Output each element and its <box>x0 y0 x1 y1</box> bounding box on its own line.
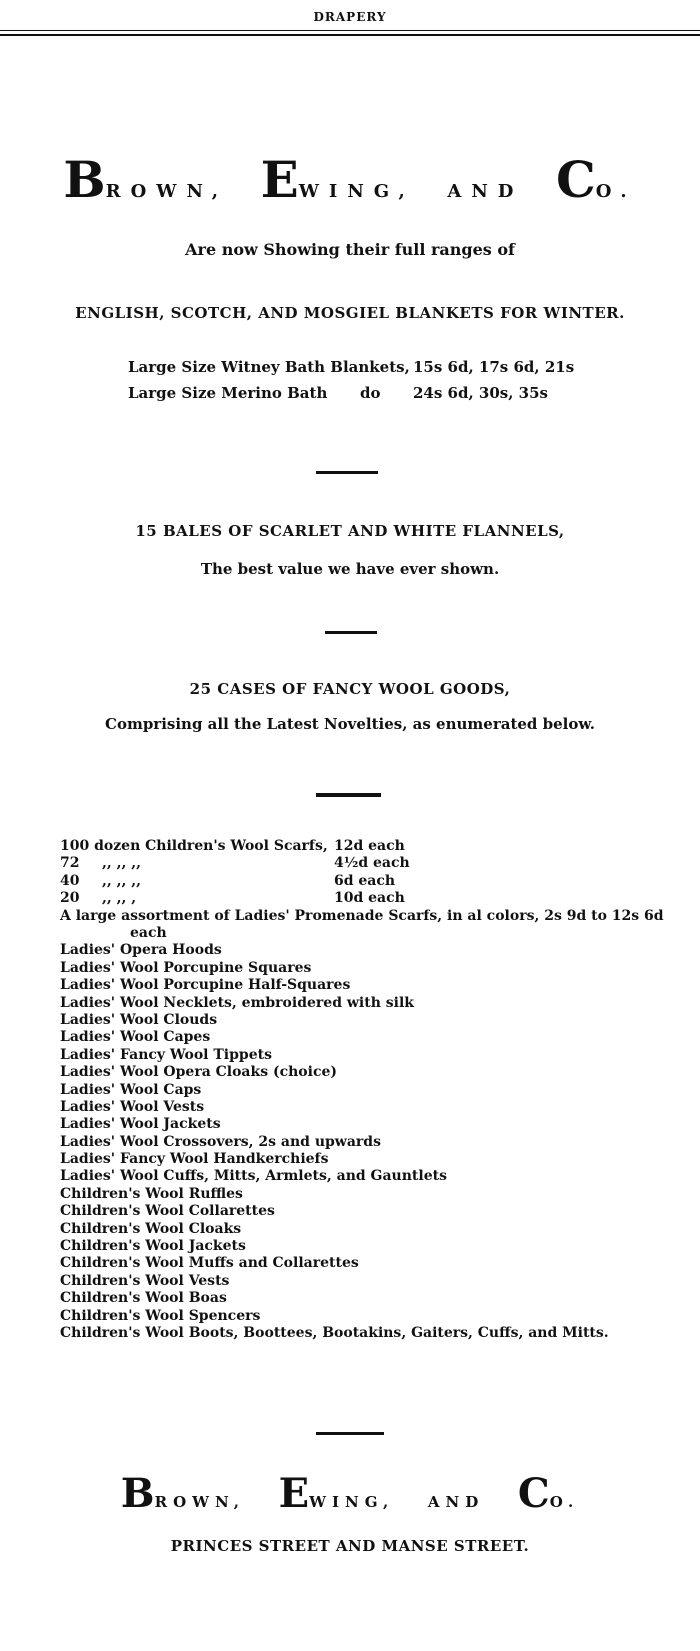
list-item: Children's Wool Boas <box>60 1290 227 1307</box>
cases-note: Comprising all the Latest Novelties, as enumerated below. <box>105 715 595 733</box>
scarf-row-qty: 40 <box>60 872 80 889</box>
list-item: Ladies' Wool Necklets, embroidered with silk <box>60 994 414 1011</box>
divider-rule <box>316 471 378 474</box>
firm-initial-b: B <box>63 150 106 209</box>
scarf-row-price: 4½d each <box>334 855 410 872</box>
scarf-row-qty: 100 dozen Children's Wool Scarfs, <box>60 838 328 854</box>
list-item: Ladies' Wool Vests <box>60 1098 205 1115</box>
flannels-note: The best value we have ever shown. <box>200 560 500 578</box>
firm-name-top <box>0 150 700 209</box>
firm-address: PRINCES STREET AND MANSE STREET. <box>170 1537 530 1555</box>
list-item: Ladies' Wool Opera Cloaks (choice) <box>60 1064 337 1081</box>
list-item: Children's Wool Cloaks <box>60 1220 242 1237</box>
list-item: Children's Wool Jackets <box>60 1238 246 1255</box>
list-item: Children's Wool Vests <box>60 1272 230 1289</box>
bath-blankets-list <box>0 358 700 408</box>
blankets-heading: ENGLISH, SCOTCH, AND MOSGIEL BLANKETS FOR WINTER. <box>75 304 625 322</box>
wool-goods-list <box>60 838 700 1342</box>
list-item: Ladies' Wool Capes <box>60 1029 211 1046</box>
flannels-heading: 15 BALES OF SCARLET AND WHITE FLANNELS, <box>135 522 565 540</box>
scarf-row-ditto: ,, ,, , <box>102 890 137 907</box>
intro-text: Are now Showing their full ranges of <box>185 240 515 259</box>
divider-rule <box>316 793 381 797</box>
firm-word-o: O. <box>549 1493 580 1511</box>
scarf-row <box>60 890 700 907</box>
list-item: Children's Wool Ruffles <box>60 1185 243 1202</box>
list-item: Ladies' Opera Hoods <box>60 942 222 959</box>
list-item: Ladies' Wool Crossovers, 2s and upwards <box>60 1133 381 1150</box>
scarf-row <box>60 855 700 872</box>
scarf-row-ditto: ,, ,, ,, <box>102 872 141 889</box>
list-item: Children's Wool Muffs and Collarettes <box>60 1255 359 1272</box>
bath-row-name: Large Size Merino Bath <box>128 384 328 402</box>
assortment-line: A large assortment of Ladies' Promenade Scarfs, in al colors, 2s 9d to 12s 6d <box>60 907 664 924</box>
section-label: DRAPERY <box>313 10 387 24</box>
list-item: Children's Wool Boots, Boottees, Bootakins, Gaiters, Cuffs, and Mitts. <box>60 1324 609 1341</box>
firm-initial-b: B <box>120 1470 155 1517</box>
firm-initial-e: E <box>260 150 299 209</box>
scarf-row-price: 6d each <box>334 872 396 889</box>
bath-row-prices: 15s 6d, 17s 6d, 21s <box>413 358 575 376</box>
list-item: Ladies' Wool Jackets <box>60 1116 221 1133</box>
firm-word-o: O. <box>595 181 637 202</box>
list-item: Ladies' Fancy Wool Handkerchiefs <box>60 1151 329 1168</box>
scarf-row-ditto: ,, ,, ,, <box>102 855 141 872</box>
firm-initial-e: E <box>278 1470 310 1517</box>
list-item: Children's Wool Collarettes <box>60 1203 275 1220</box>
bath-row-name: Large Size Witney Bath Blankets, <box>128 358 410 376</box>
firm-word-and: AND <box>447 181 524 202</box>
firm-word-wing: WING, <box>298 181 415 202</box>
cases-heading: 25 CASES OF FANCY WOOL GOODS, <box>189 680 511 698</box>
firm-word-rown: ROWN, <box>105 181 229 202</box>
firm-word-rown: ROWN, <box>154 1493 245 1511</box>
divider-rule <box>316 1432 384 1435</box>
firm-initial-c: C <box>517 1470 550 1517</box>
firm-word-wing: WING, <box>309 1493 395 1511</box>
scarf-row <box>60 873 700 890</box>
list-item: Ladies' Wool Porcupine Half-Squares <box>60 977 351 994</box>
scarf-row <box>60 838 700 855</box>
scarf-row-price: 12d each <box>334 838 405 854</box>
divider-rule <box>325 631 377 634</box>
header-rule <box>0 30 700 31</box>
page-header <box>0 0 700 32</box>
list-item: Ladies' Wool Caps <box>60 1081 202 1098</box>
header-rule-thick <box>0 34 700 36</box>
bath-row-mid: do <box>360 384 381 402</box>
bath-row-prices: 24s 6d, 30s, 35s <box>413 384 548 402</box>
firm-name-bottom <box>0 1470 700 1517</box>
scarf-row-price: 10d each <box>334 890 405 907</box>
firm-initial-c: C <box>555 150 596 209</box>
wool-items-container <box>60 942 700 1342</box>
list-item: Ladies' Fancy Wool Tippets <box>60 1046 272 1063</box>
list-item: Children's Wool Spencers <box>60 1307 261 1324</box>
scarf-row-qty: 72 <box>60 855 80 872</box>
scarf-row-qty: 20 <box>60 890 80 907</box>
assortment-each: each <box>130 924 167 941</box>
list-item: Ladies' Wool Clouds <box>60 1011 218 1028</box>
list-item: Ladies' Wool Cuffs, Mitts, Armlets, and Gauntlets <box>60 1168 447 1185</box>
firm-word-and: AND <box>427 1493 485 1511</box>
list-item: Ladies' Wool Porcupine Squares <box>60 959 312 976</box>
